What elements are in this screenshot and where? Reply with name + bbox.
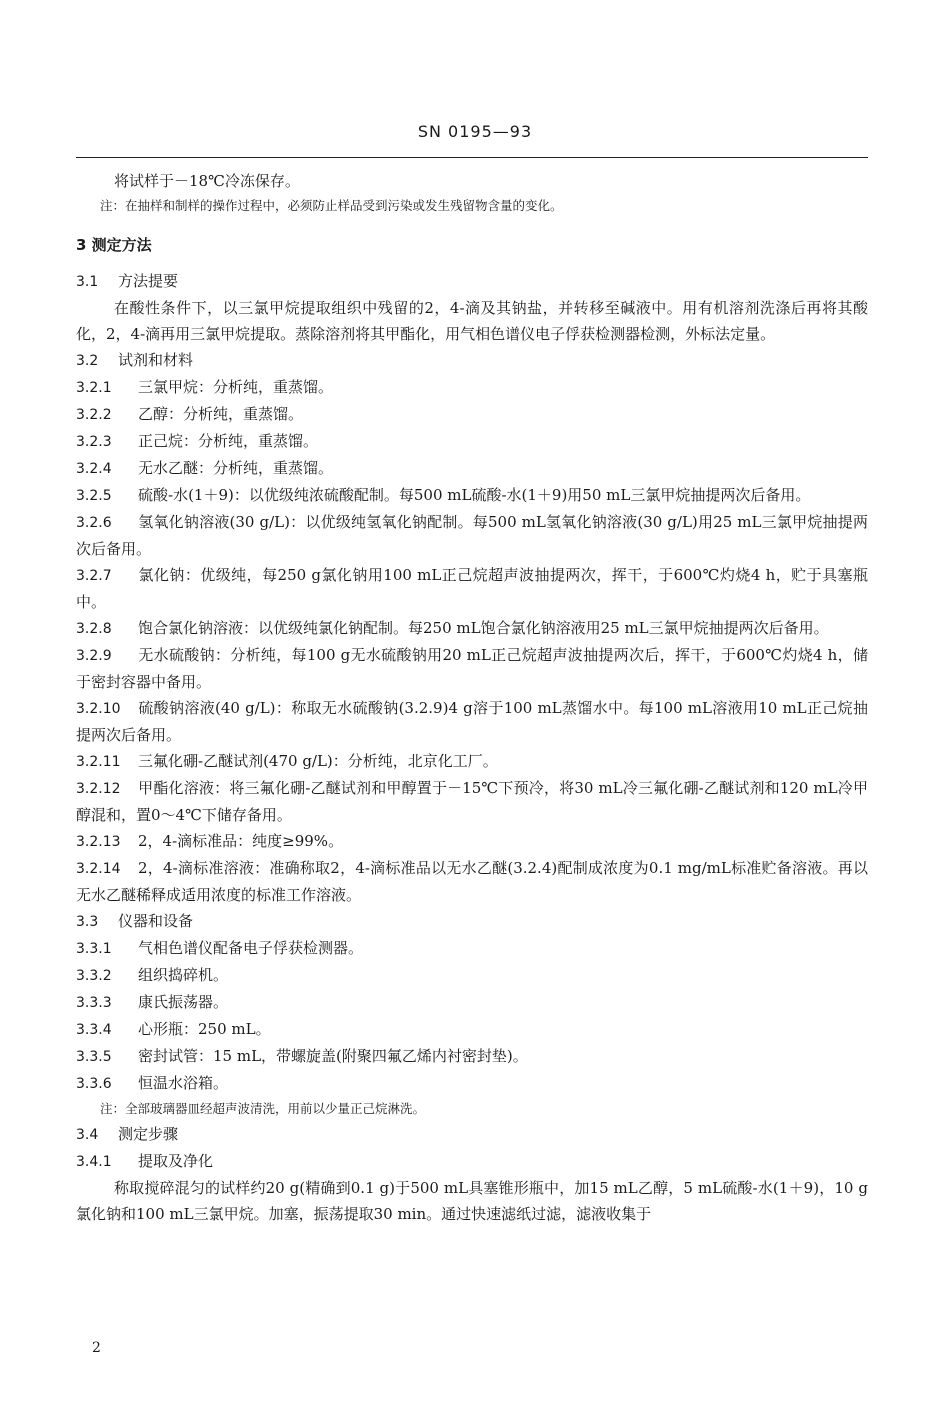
item-number: 3.2.13	[76, 834, 121, 850]
item-number: 3.2.9	[76, 648, 112, 664]
item-text: 无水硫酸钠：分析纯，每100 g无水硫酸钠用20 mL正己烷超声波抽提两次后，挥干，于600℃灼烧4 h，储于密封容器中备用。	[76, 646, 868, 691]
list-item	[76, 695, 868, 748]
item-number: 3.3.2	[76, 968, 112, 984]
item-text: 恒温水浴箱。	[138, 1074, 229, 1092]
standard-code-header: SN 0195—93	[417, 122, 533, 141]
item-text: 氯化钠：优级纯，每250 g氯化钠用100 mL正己烷超声波抽提两次，挥干，于600℃灼烧4 h，贮于具塞瓶中。	[76, 566, 868, 611]
item-text: 硫酸-水(1＋9)：以优级纯浓硫酸配制。每500 mL硫酸-水(1＋9)用50 mL三氯甲烷抽提两次后备用。	[138, 486, 811, 504]
item-number: 3.3.4	[76, 1022, 112, 1038]
list-item	[76, 374, 868, 401]
item-text: 组织捣碎机。	[138, 966, 229, 984]
section-3-4-heading	[76, 1121, 868, 1148]
item-text: 氢氧化钠溶液(30 g/L)：以优级纯氢氧化钠配制。每500 mL氢氧化钠溶液(30 g/L)用25 mL三氯甲烷抽提两次后备用。	[76, 513, 868, 558]
item-number: 3.2.2	[76, 407, 112, 423]
item-text: 乙醇：分析纯，重蒸馏。	[138, 405, 304, 423]
list-item	[76, 855, 868, 908]
glassware-note: 注：全部玻璃器皿经超声波清洗，用前以少量正己烷淋洗。	[100, 1101, 426, 1116]
item-text: 康氏振荡器。	[138, 993, 229, 1011]
item-number: 3.2.5	[76, 488, 112, 504]
list-item	[76, 455, 868, 482]
list-item	[76, 401, 868, 428]
section-number: 3.4	[76, 1127, 99, 1143]
item-text: 无水乙醚：分析纯，重蒸馏。	[138, 459, 334, 477]
storage-instruction: 将试样于－18℃冷冻保存。	[114, 172, 300, 190]
section-title: 方法提要	[118, 272, 179, 290]
list-item	[76, 962, 868, 989]
list-item	[76, 1070, 868, 1097]
item-number: 3.3.6	[76, 1076, 112, 1092]
item-number: 3.3.5	[76, 1049, 112, 1065]
item-number: 3.2.14	[76, 861, 121, 877]
item-number: 3.2.11	[76, 754, 121, 770]
item-number: 3.2.4	[76, 461, 112, 477]
section-3-4-1-heading	[76, 1148, 868, 1175]
list-item	[76, 748, 868, 775]
list-item	[76, 989, 868, 1016]
header-rule	[76, 157, 868, 158]
list-item	[76, 935, 868, 962]
item-number: 3.2.7	[76, 568, 112, 584]
list-item	[76, 509, 868, 562]
list-item	[76, 828, 868, 855]
item-text: 气相色谱仪配备电子俘获检测器。	[138, 939, 364, 957]
item-text: 饱合氯化钠溶液：以优级纯氯化钠配制。每250 mL饱合氯化钠溶液用25 mL三氯甲烷抽提两次后备用。	[138, 619, 829, 637]
list-item	[76, 428, 868, 455]
section-3-2-heading	[76, 347, 868, 374]
list-item	[76, 1043, 868, 1070]
list-item	[76, 775, 868, 828]
page-number: 2	[92, 1340, 101, 1356]
sampling-note: 注：在抽样和制样的操作过程中，必须防止样品受到污染或发生残留物含量的变化。	[100, 198, 563, 213]
item-text: 硫酸钠溶液(40 g/L)：称取无水硫酸钠(3.2.9)4 g溶于100 mL蒸馏水中。每100 mL溶液用10 mL正己烷抽提两次后备用。	[76, 699, 868, 744]
item-text: 2，4-滴标准品：纯度≥99%。	[138, 832, 344, 850]
section-3-title: 3 测定方法	[76, 236, 152, 254]
list-item	[76, 1016, 868, 1043]
section-title: 提取及净化	[138, 1152, 214, 1170]
item-number: 3.2.12	[76, 781, 121, 797]
list-item	[76, 482, 868, 509]
item-number: 3.2.8	[76, 621, 112, 637]
section-title: 测定步骤	[118, 1125, 179, 1143]
apparatus-list	[76, 935, 868, 1097]
section-3-3-heading	[76, 908, 868, 935]
item-number: 3.3.3	[76, 995, 112, 1011]
section-number: 3.4.1	[76, 1154, 112, 1170]
item-number: 3.2.3	[76, 434, 112, 450]
section-title: 仪器和设备	[118, 912, 194, 930]
list-item	[76, 642, 868, 695]
document-body	[76, 168, 868, 1227]
list-item	[76, 615, 868, 642]
section-number: 3.1	[76, 274, 99, 290]
section-number: 3.2	[76, 353, 99, 369]
extraction-procedure-text: 称取搅碎混匀的试样约20 g(精确到0.1 g)于500 mL具塞锥形瓶中，加15 mL乙醇，5 mL硫酸-水(1＋9)，10 g氯化钠和100 mL三氯甲烷。加塞，振荡提取30 min。通过快速滤纸过滤，滤液收集于	[76, 1179, 868, 1223]
item-text: 心形瓶：250 mL。	[138, 1020, 271, 1038]
item-number: 3.2.6	[76, 515, 112, 531]
item-text: 密封试管：15 mL，带螺旋盖(附聚四氟乙烯内衬密封垫)。	[138, 1047, 528, 1065]
item-text: 三氟化硼-乙醚试剂(470 g/L)：分析纯，北京化工厂。	[138, 752, 498, 770]
item-number: 3.2.1	[76, 380, 112, 396]
item-number: 3.3.1	[76, 941, 112, 957]
method-summary-text: 在酸性条件下，以三氯甲烷提取组织中残留的2，4-滴及其钠盐，并转移至碱液中。用有机溶剂洗涤后再将其酸化，2，4-滴再用三氯甲烷提取。蒸除溶剂将其甲酯化，用气相色谱仪电子俘获检测器检测，外标法定量。	[76, 299, 868, 343]
item-number: 3.2.10	[76, 701, 121, 717]
section-3-1-heading	[76, 268, 868, 295]
item-text: 三氯甲烷：分析纯，重蒸馏。	[138, 378, 334, 396]
item-text: 正己烷：分析纯，重蒸馏。	[138, 432, 319, 450]
list-item	[76, 562, 868, 615]
section-title: 试剂和材料	[118, 351, 194, 369]
item-text: 甲酯化溶液：将三氟化硼-乙醚试剂和甲醇置于－15℃下预冷，将30 mL冷三氟化硼-乙醚试剂和120 mL冷甲醇混和，置0～4℃下储存备用。	[76, 779, 868, 824]
reagents-list	[76, 374, 868, 908]
section-number: 3.3	[76, 914, 99, 930]
item-text: 2，4-滴标准溶液：准确称取2，4-滴标准品以无水乙醚(3.2.4)配制成浓度为0.1 mg/mL标准贮备溶液。再以无水乙醚稀释成适用浓度的标准工作溶液。	[76, 859, 868, 904]
